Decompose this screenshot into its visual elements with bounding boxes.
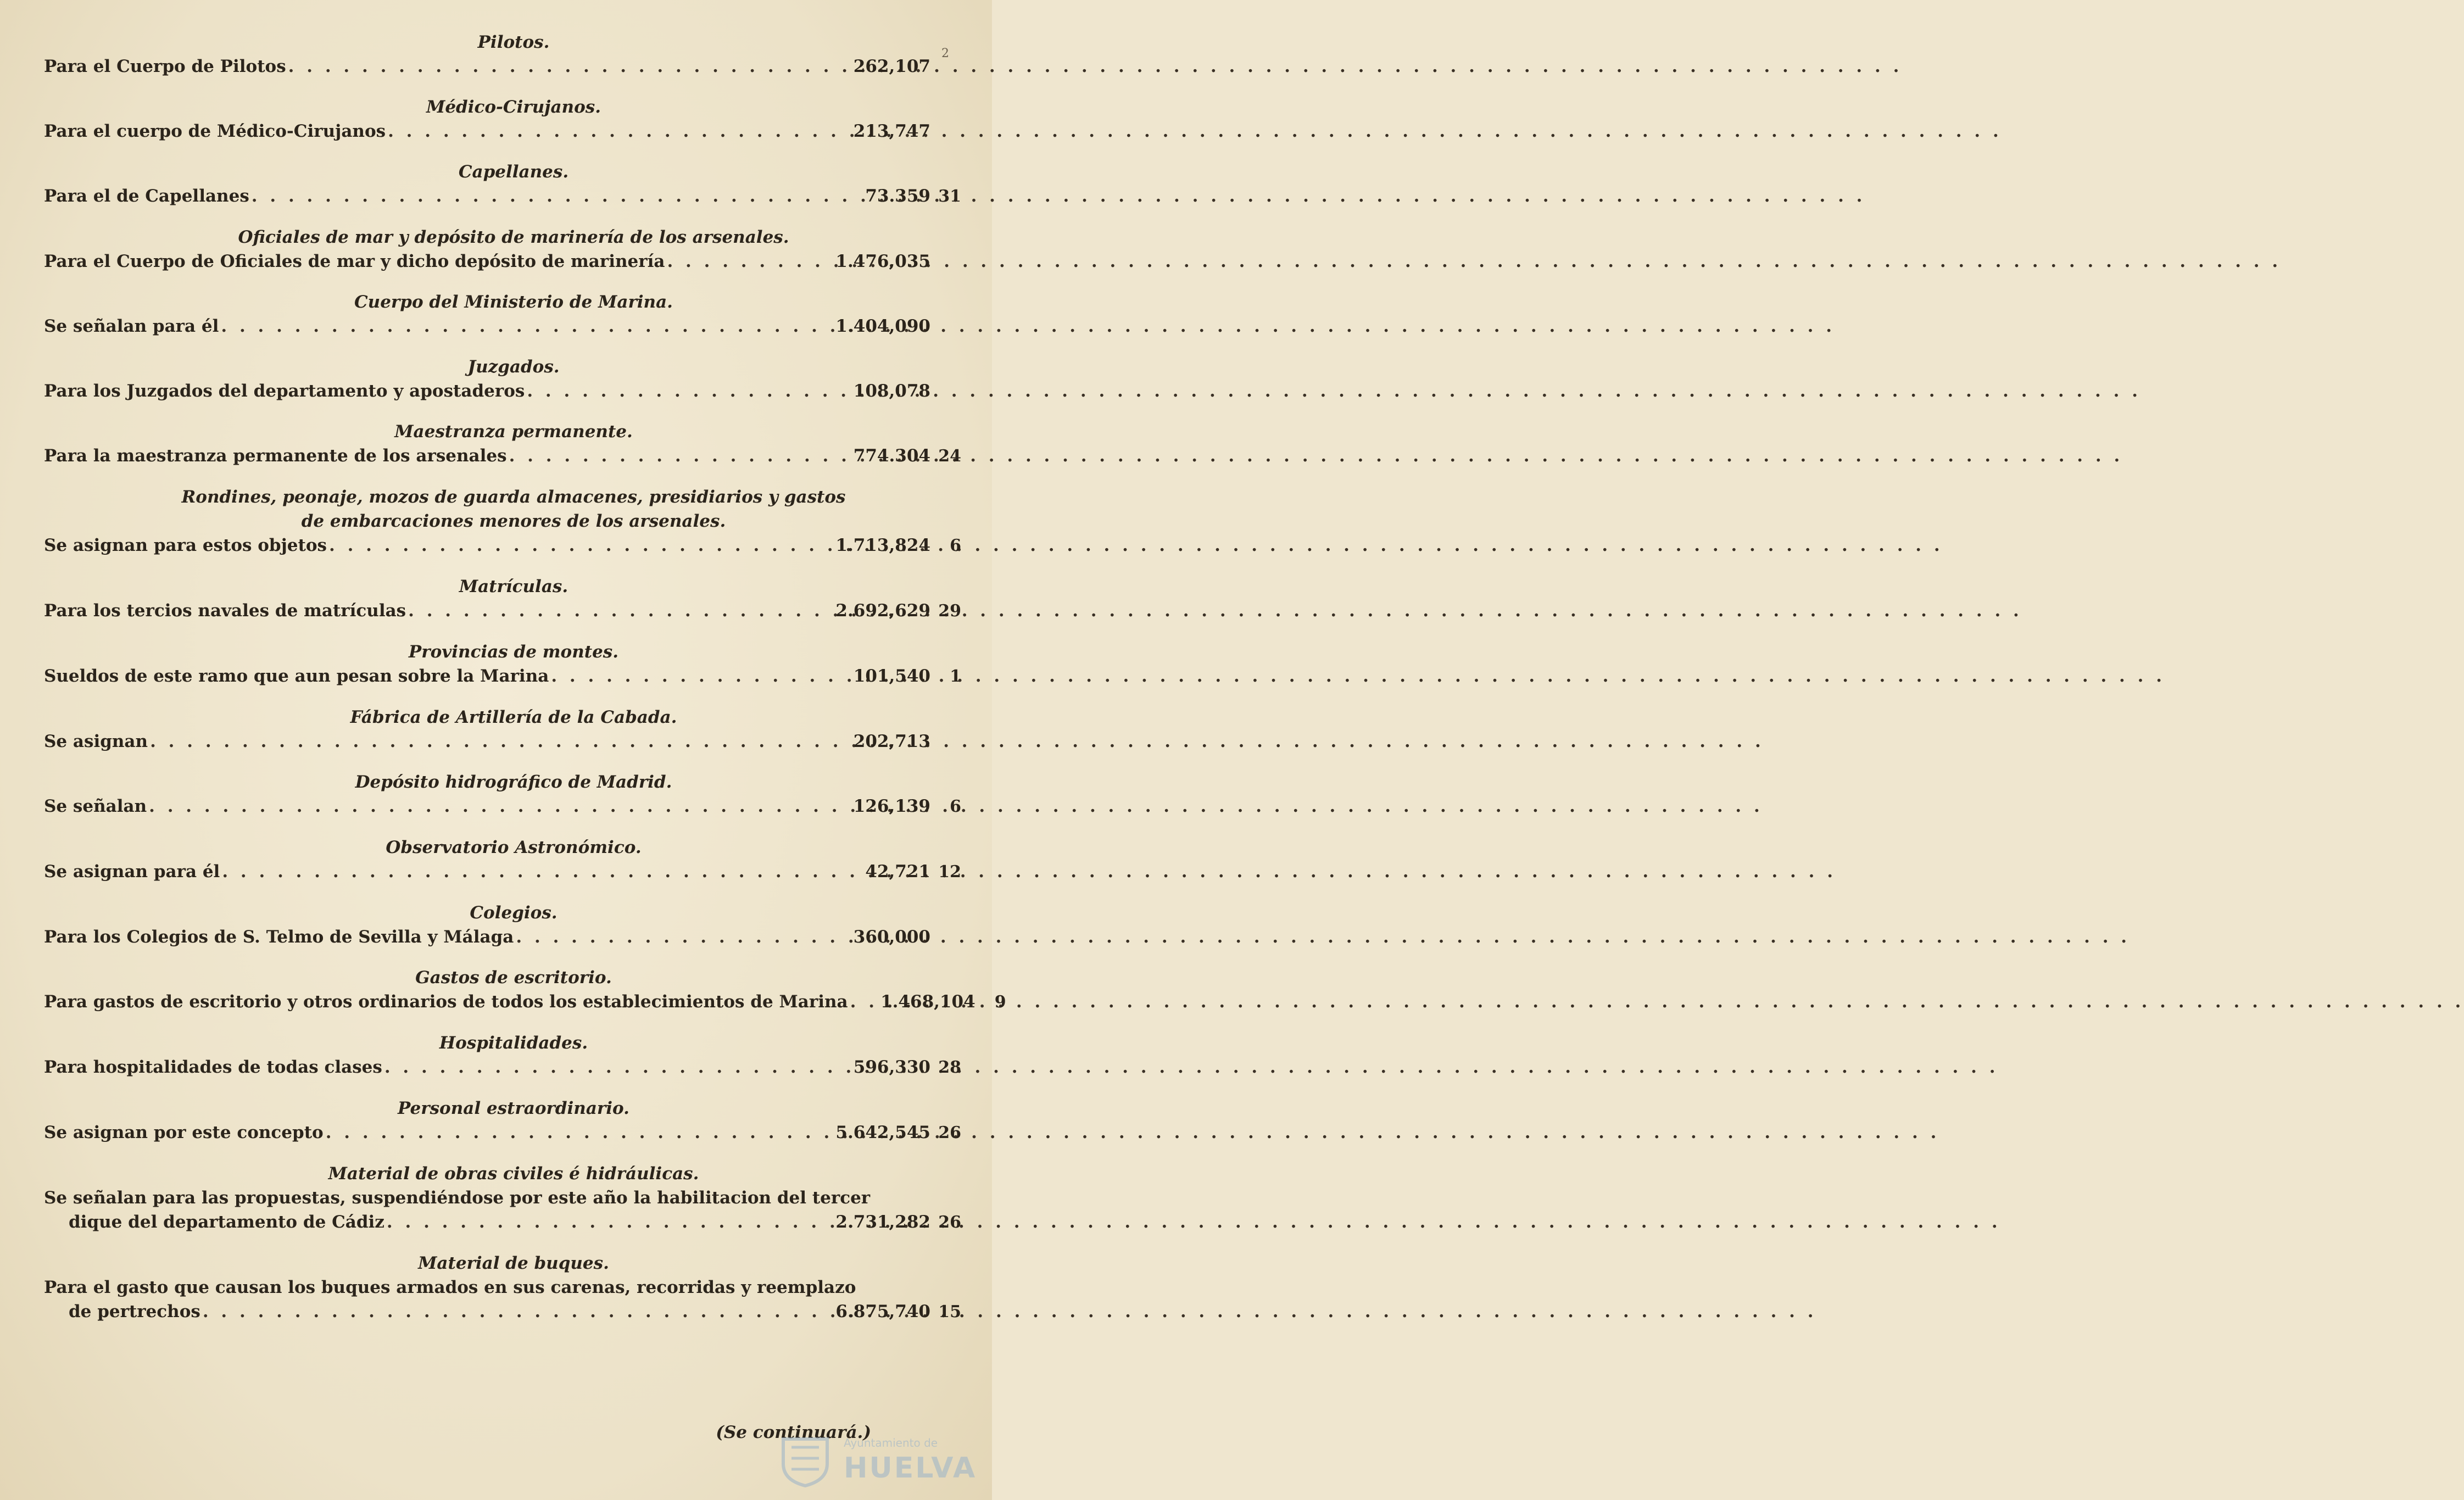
- archive-watermark: [778, 1436, 975, 1488]
- row-amount: 213,747: [853, 121, 930, 141]
- budget-section: [44, 901, 961, 949]
- dot-leader: [516, 925, 827, 949]
- page-mark: 2: [941, 47, 949, 60]
- row-amount: 1.404,090: [835, 316, 930, 336]
- budget-row: [44, 1275, 961, 1324]
- budget-row: [44, 1186, 961, 1235]
- section-heading-line: Fábrica de Artillería de la Cabada.: [350, 707, 677, 727]
- section-heading: [44, 95, 961, 119]
- section-heading-line: Médico-Cirujanos.: [426, 97, 601, 117]
- section-heading-line: Hospitalidades.: [439, 1033, 588, 1053]
- section-heading-line: Material de obras civiles é hidráulicas.: [328, 1164, 699, 1184]
- section-heading-line: Gastos de escritorio.: [415, 968, 612, 988]
- row-cents: 1: [950, 667, 961, 686]
- section-heading-line: de embarcaciones menores de los arsenales.: [301, 511, 726, 531]
- row-label-line: Para el gasto que causan los buques armados en sus carenas, recorridas y reemplazo: [44, 1278, 856, 1297]
- section-heading: [44, 966, 961, 990]
- budget-row: [44, 925, 961, 949]
- section-heading: [44, 575, 961, 599]
- row-cents: 12: [938, 862, 961, 882]
- section-heading-line: Depósito hidrográfico de Madrid.: [355, 772, 672, 792]
- section-heading: [44, 901, 961, 925]
- row-label: Se asignan para él: [44, 862, 220, 882]
- row-cents: 15: [938, 1302, 961, 1321]
- dot-leader: [551, 664, 827, 688]
- section-heading-line: Maestranza permanente.: [394, 422, 633, 442]
- section-heading-line: Cuerpo del Ministerio de Marina.: [354, 292, 673, 312]
- continuation-note: (Se continuará.): [716, 1423, 871, 1442]
- section-heading: [44, 1162, 961, 1186]
- section-heading-line: Rondines, peonaje, mozos de guarda almacenes, presidiarios y gastos: [181, 487, 846, 507]
- row-cents: 26: [938, 1213, 961, 1232]
- dot-leader: [384, 1055, 827, 1079]
- budget-section: [44, 355, 961, 403]
- row-label: Para la maestranza permanente de los arsenales: [44, 446, 507, 466]
- row-amount: 360,000: [853, 927, 930, 947]
- row-label: Se señalan: [44, 796, 147, 816]
- budget-row: [44, 54, 961, 79]
- row-label: Para el Cuerpo de Pilotos: [44, 57, 286, 76]
- shield-icon: [778, 1436, 833, 1487]
- section-heading: [44, 290, 961, 314]
- section-heading: [44, 1251, 961, 1275]
- budget-section: [44, 485, 961, 558]
- row-cents: 28: [938, 1058, 961, 1077]
- budget-section: [44, 420, 961, 469]
- row-cents: 6: [950, 797, 961, 816]
- dot-leader: [329, 533, 827, 557]
- section-heading-line: Material de buques.: [418, 1253, 609, 1273]
- section-heading-line: Juzgados.: [467, 357, 560, 377]
- section-heading: [44, 1096, 961, 1120]
- section-heading: [44, 640, 961, 664]
- budget-row: [44, 314, 961, 338]
- budget-section: [44, 1096, 961, 1145]
- row-label: de pertrechos: [69, 1302, 200, 1321]
- dot-leader: [667, 249, 827, 274]
- row-amount: 5.642,545: [835, 1123, 930, 1142]
- row-cents: 29: [938, 601, 961, 621]
- row-amount: 1.713,824: [835, 536, 930, 555]
- dot-leader: [388, 119, 827, 143]
- dot-leader: [527, 379, 827, 403]
- row-cents: 6: [950, 536, 961, 555]
- section-heading: [44, 1031, 961, 1055]
- row-amount: 262,107: [853, 57, 930, 76]
- budget-section: [44, 290, 961, 338]
- row-cents: 24: [938, 447, 961, 466]
- section-heading-line: Matrículas.: [459, 577, 568, 596]
- budget-row: [44, 249, 961, 274]
- row-cents: 26: [938, 1123, 961, 1142]
- section-heading-line: Capellanes.: [458, 162, 569, 182]
- row-amount: 1.476,035: [835, 252, 930, 271]
- budget-section: [44, 95, 961, 143]
- row-label: Para hospitalidades de todas clases: [44, 1057, 382, 1077]
- budget-row: [44, 184, 961, 209]
- budget-row: [44, 990, 1006, 1014]
- row-cents: 31: [938, 187, 961, 206]
- row-label: Se señalan para él: [44, 316, 219, 336]
- watermark-line2: HUELVA: [844, 1452, 977, 1485]
- section-heading: [44, 485, 961, 533]
- row-amount: 6.875,740: [835, 1302, 930, 1321]
- row-label: dique del departamento de Cádiz: [69, 1212, 384, 1232]
- row-amount: 2.692,629: [835, 601, 930, 621]
- budget-section: [44, 705, 961, 754]
- row-label: Sueldos de este ramo que aun pesan sobre la Marina: [44, 666, 549, 686]
- budget-section: [44, 225, 961, 274]
- budget-row: [44, 860, 961, 884]
- dot-leader: [850, 990, 872, 1014]
- row-label-line: Se señalan para las propuestas, suspendiéndose por este año la habilitacion del tercer: [44, 1188, 871, 1208]
- budget-section: [44, 30, 961, 79]
- section-heading-line: Pilotos.: [477, 32, 550, 52]
- row-label: Para gastos de escritorio y otros ordinarios de todos los establecimientos de Marina: [44, 992, 848, 1012]
- budget-row: [44, 119, 961, 143]
- document-page: [0, 0, 1006, 1500]
- budget-row: [44, 599, 961, 623]
- budget-section: [44, 640, 961, 689]
- row-label: Para los Juzgados del departamento y apostaderos: [44, 381, 525, 401]
- dot-leader: [221, 314, 827, 338]
- row-amount: 101,540: [853, 666, 930, 686]
- section-heading: [44, 420, 961, 444]
- budget-row: [44, 664, 961, 689]
- section-heading: [44, 160, 961, 184]
- row-last-line: [44, 1300, 961, 1324]
- budget-list: [44, 30, 1006, 1324]
- section-heading-line: Oficiales de mar y depósito de marinería de los arsenales.: [238, 227, 789, 247]
- budget-section: [44, 1251, 961, 1324]
- dot-leader: [509, 444, 827, 468]
- budget-row: [44, 444, 961, 469]
- watermark-line1: Ayuntamiento de: [844, 1436, 938, 1449]
- dot-leader: [326, 1120, 827, 1145]
- row-amount: 108,078: [853, 381, 930, 401]
- section-heading: [44, 705, 961, 729]
- section-heading: [44, 835, 961, 860]
- budget-section: [44, 966, 1006, 1014]
- row-amount: 202,713: [853, 732, 930, 751]
- row-amount: 774.304: [853, 446, 930, 466]
- row-last-line: [44, 1210, 961, 1235]
- budget-section: [44, 575, 961, 623]
- row-cents: 9: [994, 992, 1006, 1012]
- row-label: Se asignan: [44, 732, 148, 751]
- dot-leader: [288, 54, 827, 79]
- row-label: Para los tercios navales de matrículas: [44, 601, 406, 621]
- section-heading: [44, 355, 961, 379]
- row-amount: 126,139: [853, 796, 930, 816]
- budget-row: [44, 729, 961, 754]
- dot-leader: [252, 184, 827, 208]
- budget-section: [44, 1031, 961, 1080]
- dot-leader: [203, 1300, 827, 1324]
- dot-leader: [408, 599, 827, 623]
- budget-row: [44, 1120, 961, 1145]
- section-heading: [44, 30, 961, 54]
- row-label: Se asignan para estos objetos: [44, 536, 327, 555]
- row-amount: 42,721: [865, 862, 930, 882]
- section-heading-line: Observatorio Astronómico.: [386, 838, 642, 857]
- row-label: Para los Colegios de S. Telmo de Sevilla y Málaga: [44, 927, 514, 947]
- dot-leader: [387, 1210, 827, 1234]
- budget-section: [44, 1162, 961, 1235]
- row-amount: 596,330: [853, 1057, 930, 1077]
- row-amount: 1.468,104: [880, 992, 975, 1012]
- dot-leader: [150, 729, 827, 754]
- budget-row: [44, 1055, 961, 1080]
- dot-leader: [222, 860, 827, 884]
- section-heading-line: Personal estraordinario.: [398, 1098, 629, 1118]
- section-heading-line: Provincias de montes.: [408, 642, 619, 662]
- budget-section: [44, 160, 961, 209]
- budget-row: [44, 379, 961, 403]
- row-amount: 2.731,282: [835, 1212, 930, 1232]
- budget-row: [44, 794, 961, 819]
- section-heading: [44, 225, 961, 249]
- row-label: Para el cuerpo de Médico-Cirujanos: [44, 121, 386, 141]
- dot-leader: [149, 794, 827, 818]
- row-label: Para el Cuerpo de Oficiales de mar y dicho depósito de marinería: [44, 252, 665, 271]
- budget-row: [44, 533, 961, 558]
- row-label: Para el de Capellanes: [44, 186, 249, 206]
- budget-section: [44, 835, 961, 884]
- row-label: Se asignan por este concepto: [44, 1123, 324, 1142]
- budget-section: [44, 770, 961, 819]
- row-amount: 73.359: [865, 186, 930, 206]
- section-heading: [44, 770, 961, 794]
- section-heading-line: Colegios.: [470, 903, 558, 923]
